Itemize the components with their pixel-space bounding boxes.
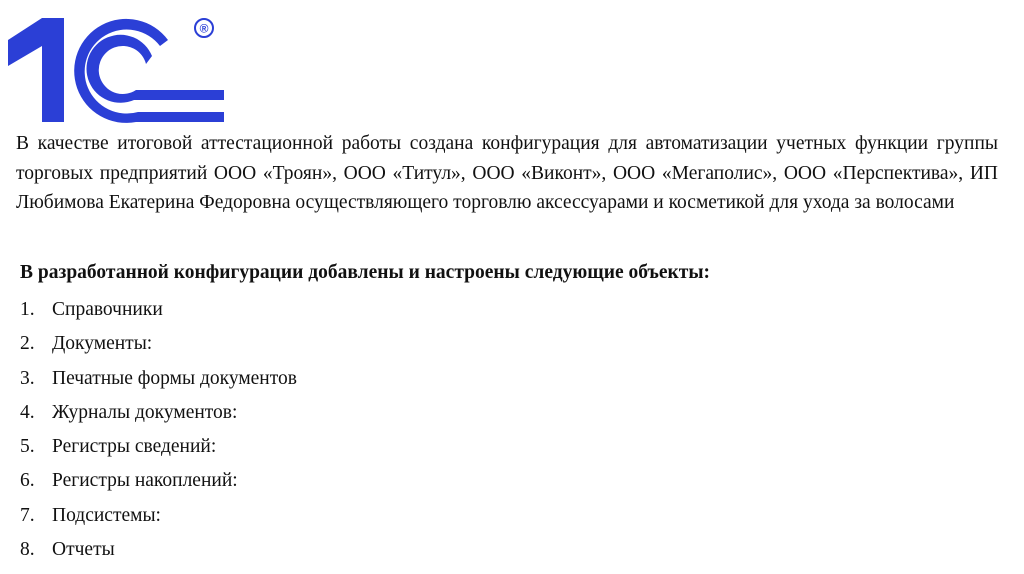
list-label: Печатные формы документов	[52, 367, 297, 389]
list-item	[20, 362, 297, 396]
list-label: Отчеты	[52, 539, 115, 561]
list-label: Справочники	[52, 299, 163, 320]
list-number: 1.	[20, 299, 35, 320]
1c-logo	[6, 14, 228, 126]
list-item	[20, 293, 297, 327]
list-label: Регистры сведений:	[52, 436, 217, 458]
list-number: 8.	[20, 539, 35, 561]
list-number: 2.	[20, 333, 35, 355]
list-label: Журналы документов:	[52, 401, 238, 423]
list-label: Подсистемы:	[52, 504, 161, 526]
list-item	[20, 533, 297, 567]
list-label: Регистры накоплений:	[52, 470, 238, 492]
list-number: 6.	[20, 470, 35, 492]
list-number: 5.	[20, 436, 35, 458]
registered-mark: ®	[199, 21, 209, 36]
list-number: 3.	[20, 367, 35, 389]
list-item	[20, 396, 297, 430]
list-item	[20, 327, 297, 361]
list-item	[20, 430, 297, 464]
list-item	[20, 464, 297, 498]
list-number: 7.	[20, 504, 35, 526]
objects-list	[20, 293, 297, 567]
section-heading: В разработанной конфигурации добавлены и настроены следующие объекты:	[20, 262, 711, 283]
intro-paragraph: В качестве итоговой аттестационной работы создана конфигурация для автоматизации учетных функции группы торговых предприятий ООО «Троян», ООО «Титул», ООО «Виконт», ООО «Мегаполис», ООО «Перспектива», ИП Любимова Екатерина Федоровна осуществляющего торговлю аксессуарами и косметикой для ухода за волосами	[16, 133, 998, 213]
list-item	[20, 499, 297, 533]
list-number: 4.	[20, 401, 35, 423]
list-label: Документы:	[52, 333, 153, 355]
